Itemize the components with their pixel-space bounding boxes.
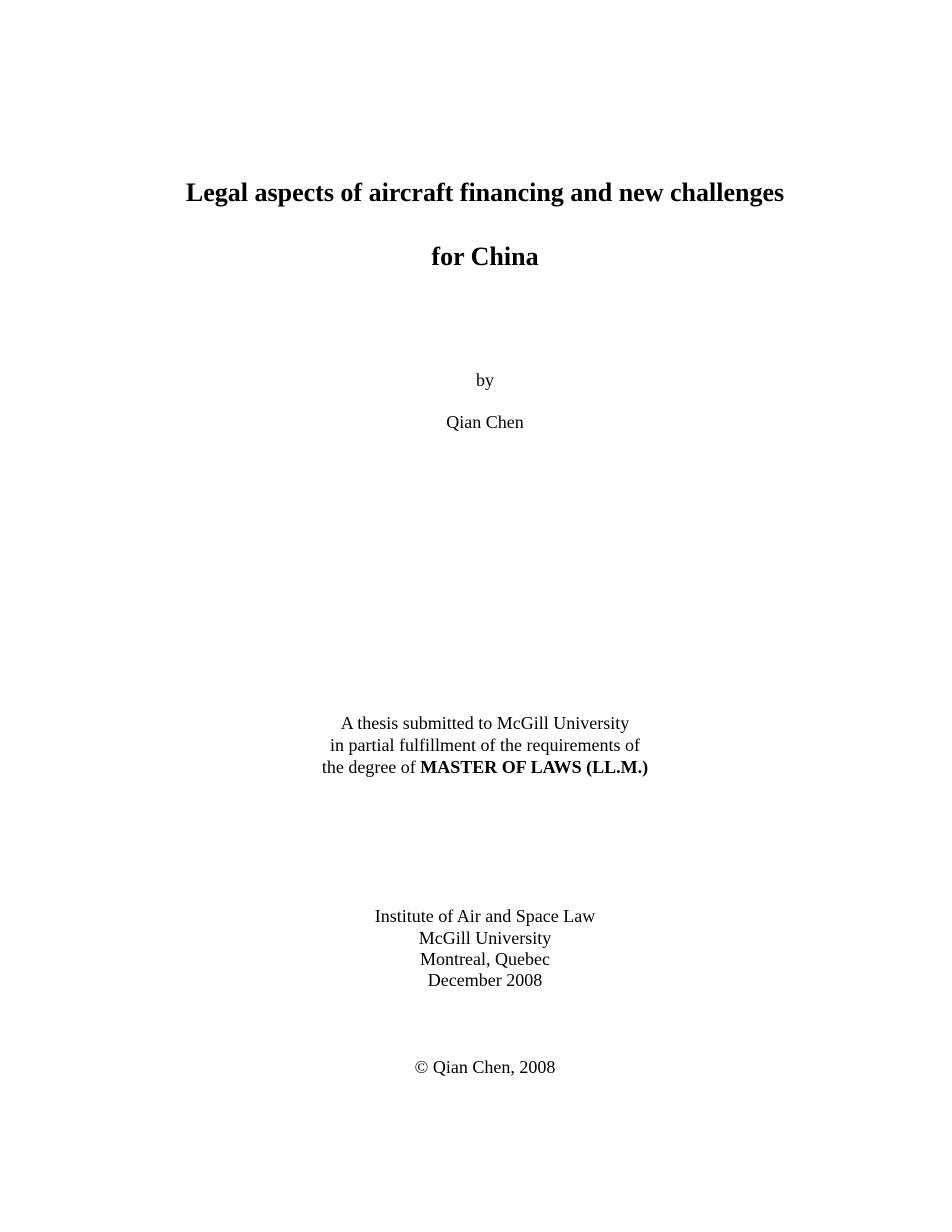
thesis-title-line-1: Legal aspects of aircraft financing and new challenges (185, 178, 785, 207)
author-name: Qian Chen (446, 412, 524, 432)
location: Montreal, Quebec (420, 949, 550, 969)
byline-by: by (476, 370, 494, 390)
university-name: McGill University (418, 928, 552, 948)
submission-date: December 2008 (427, 970, 543, 990)
submission-line-3-prefix: the degree of (321, 757, 421, 777)
copyright-notice: © Qian Chen, 2008 (414, 1057, 556, 1077)
submission-line-1: A thesis submitted to McGill University (340, 713, 630, 733)
submission-line-2: in partial fulfillment of the requirements of (330, 735, 640, 755)
thesis-title-line-2: for China (431, 242, 539, 271)
submission-line-3 (0, 756, 952, 778)
degree-name: MASTER OF LAWS (LL.M.) (420, 757, 649, 777)
institute-name: Institute of Air and Space Law (374, 906, 596, 926)
